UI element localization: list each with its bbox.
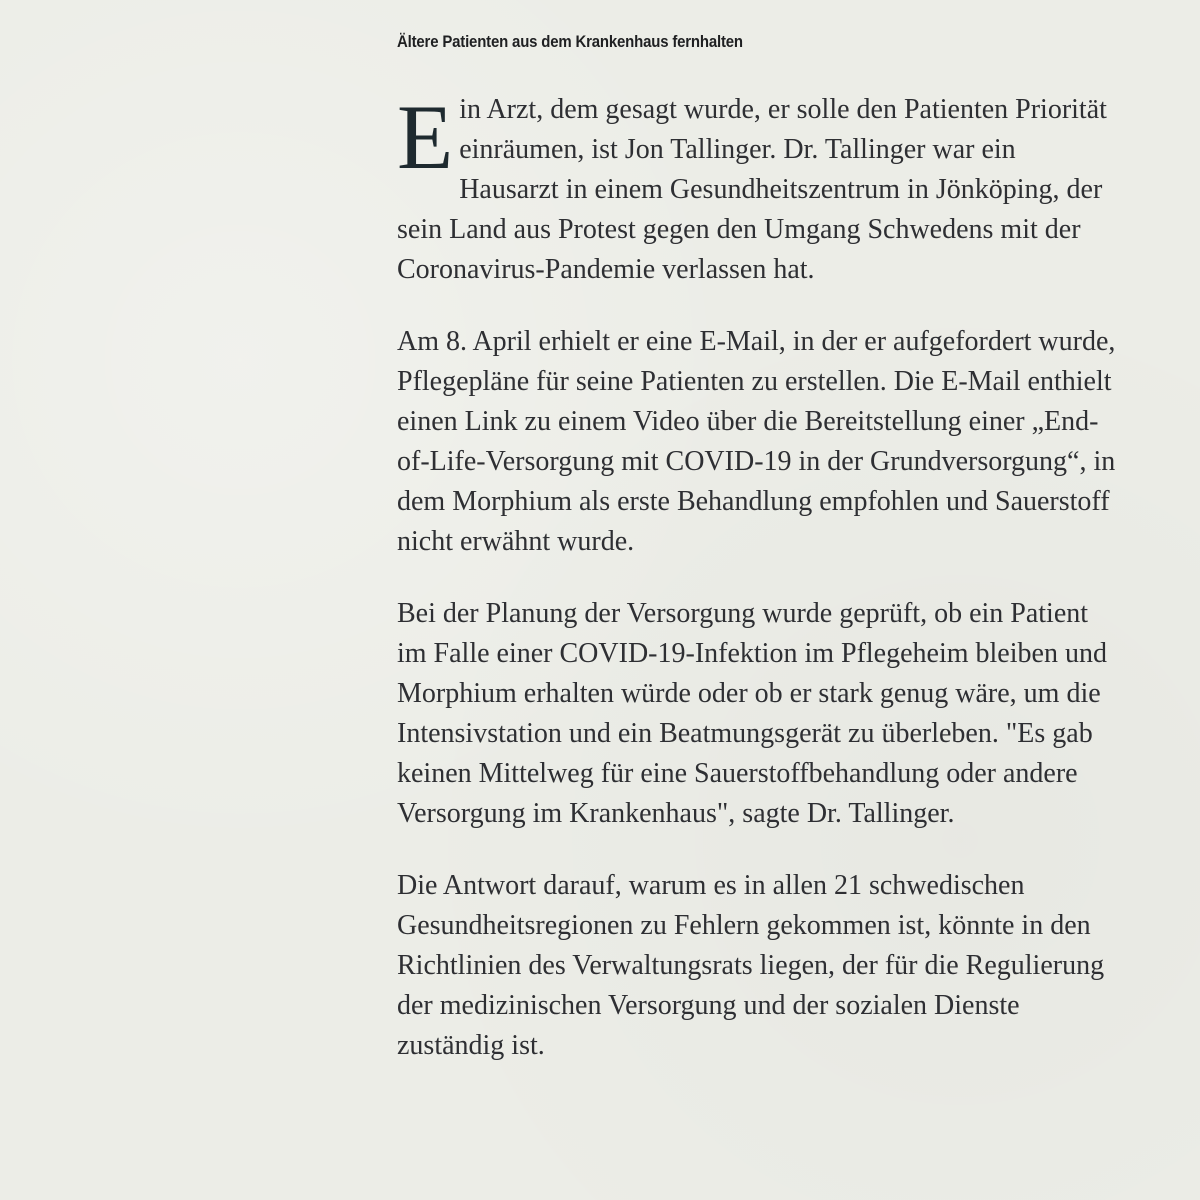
paragraph-4: Die Antwort darauf, warum es in allen 21 schwedischen Gesundheitsregionen zu Fehlern gekommen ist, könnte in den Richtlinien des Verwaltungsrats liegen, der für die Regulierung der medizinischen Versorgung und der sozialen Dienste zuständig ist. <box>397 870 1105 1061</box>
paragraph-2: Am 8. April erhielt er eine E-Mail, in der er aufgefordert wurde, Pflegepläne für seine Patienten zu erstellen. Die E-Mail enthielt einen Link zu einem Video über die Bereitstellung einer „End-of-Life-Versorgung mit COVID-19 in der Grundversorgung“, in dem Morphium als erste Behandlung empfohlen und Sauerstoff nicht erwähnt wurde. <box>397 326 1116 557</box>
section-heading: Ältere Patienten aus dem Krankenhaus fernhalten <box>397 32 743 51</box>
paragraph-3: Bei der Planung der Versorgung wurde geprüft, ob ein Patient im Falle einer COVID-19-Infektion im Pflegeheim bleiben und Morphium erhalten würde oder ob er stark genug wäre, um die Intensivstation und ein Beatmungsgerät zu überleben. "Es gab keinen Mittelweg für eine Sauerstoffbehandlung oder andere Versorgung im Krankenhaus", sagte Dr. Tallinger. <box>397 598 1107 829</box>
article <box>397 32 1117 1098</box>
drop-cap: E <box>397 86 454 188</box>
paragraph-1 <box>397 86 1117 290</box>
paragraph-text: in Arzt, dem gesagt wurde, er solle den Patienten Priorität einräumen, ist Jon Tallinger. Dr. Tallinger war ein Hausarzt in einem Gesundheitszentrum in Jönköping, der sein Land aus Protest gegen den Umgang Schwedens mit der Coronavirus-Pandemie verlassen hat. <box>397 94 1107 285</box>
